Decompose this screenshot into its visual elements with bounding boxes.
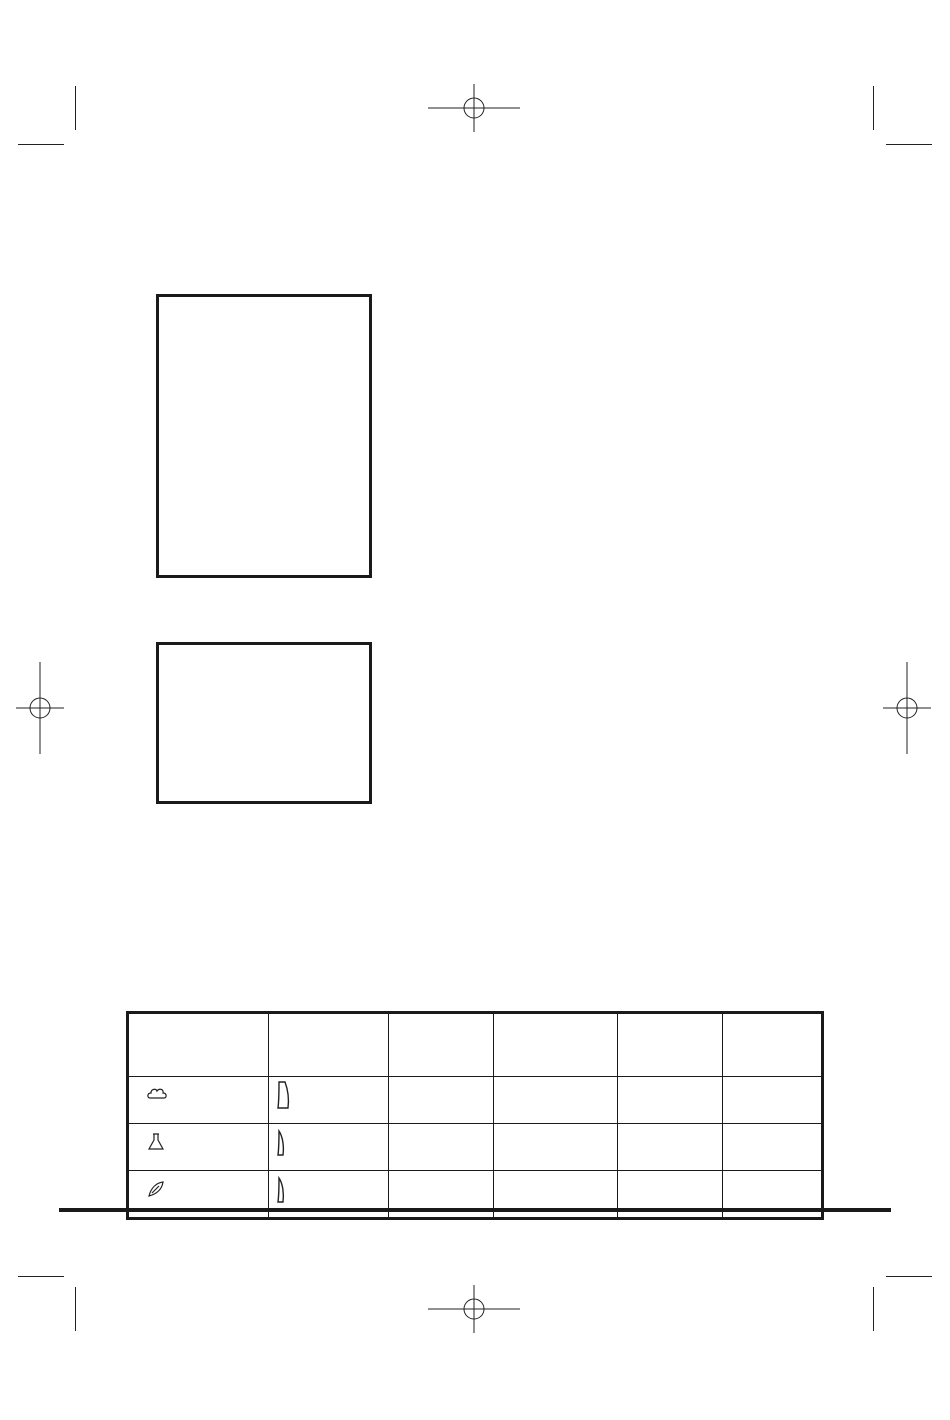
header-light	[723, 1013, 823, 1077]
never-section	[388, 740, 808, 746]
table-header-row	[128, 1013, 823, 1077]
low-heat-icon	[276, 1127, 292, 1157]
crop-mark	[886, 144, 932, 145]
cotton-icon	[147, 1087, 167, 1101]
registration-mark-icon	[428, 1285, 522, 1335]
cool-air-box	[156, 642, 372, 804]
crop-mark	[75, 1287, 76, 1331]
low-heat-icon	[276, 1174, 292, 1204]
page-bottom-rule	[59, 1208, 891, 1212]
header-thermostat	[268, 1013, 388, 1077]
light-load-time	[723, 1077, 823, 1124]
thermostat-cell	[268, 1124, 388, 1171]
do-not-dry-section	[388, 288, 808, 297]
thermostat-cell	[268, 1077, 388, 1124]
fabric-cell	[128, 1077, 269, 1124]
registration-mark-icon	[428, 84, 522, 134]
crop-mark	[873, 86, 874, 130]
important-warning-box	[156, 294, 372, 578]
drying-guide-table	[126, 1011, 824, 1220]
medium-load-time	[617, 1077, 723, 1124]
crop-mark	[75, 86, 76, 130]
medium-load-time	[617, 1124, 723, 1171]
always-section	[388, 598, 808, 604]
lamp-cell	[388, 1077, 494, 1124]
energy-section	[388, 466, 808, 472]
synthetic-icon	[147, 1133, 165, 1151]
header-medium	[617, 1013, 723, 1077]
crop-mark	[18, 1276, 64, 1277]
crop-mark	[873, 1287, 874, 1331]
table-row	[128, 1077, 823, 1124]
heavy-load-time	[494, 1077, 617, 1124]
high-heat-icon	[276, 1080, 292, 1110]
lamp-cell	[388, 1124, 494, 1171]
header-heavy	[494, 1013, 617, 1077]
registration-mark-icon	[16, 662, 66, 756]
crop-mark	[886, 1276, 932, 1277]
registration-mark-icon	[883, 662, 933, 756]
guide-section	[388, 890, 808, 895]
acrylic-icon	[147, 1180, 165, 1198]
header-lamp	[388, 1013, 494, 1077]
light-load-time	[723, 1124, 823, 1171]
crop-mark	[18, 144, 64, 145]
heavy-load-time	[494, 1124, 617, 1171]
header-fabric	[128, 1013, 269, 1077]
table-row	[128, 1124, 823, 1171]
fabric-cell	[128, 1124, 269, 1171]
